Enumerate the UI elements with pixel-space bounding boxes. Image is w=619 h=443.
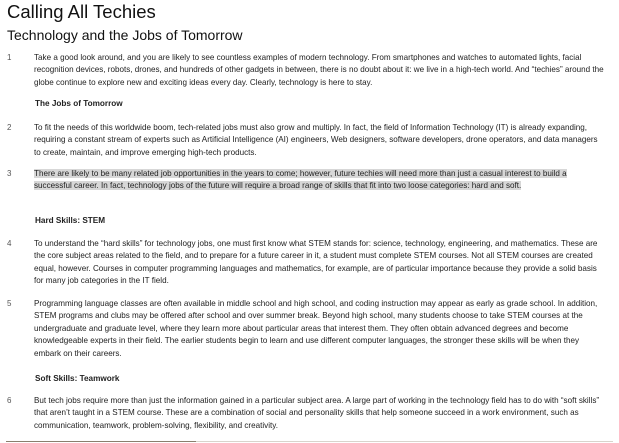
section-heading-hard-skills: Hard Skills: STEM <box>35 216 106 225</box>
progress-divider-light <box>196 441 613 442</box>
section-heading-jobs-of-tomorrow: The Jobs of Tomorrow <box>35 99 123 108</box>
paragraph-number: 3 <box>7 169 12 178</box>
paragraph-number: 1 <box>7 53 12 62</box>
page-title: Calling All Techies <box>7 1 156 22</box>
paragraph-number: 4 <box>7 239 12 248</box>
paragraph-text[interactable]: Programming language classes are often available in middle school and high school, and coding instruction may appear as early as grade school. In addition, STEM programs and clubs may be offered after school and over summer break. Beyond high school, many students choose to take STEM courses at the undergraduate and graduate level, where they learn more about particular areas that interest them. They often obtain advanced degrees and become knowledgeable experts in their field. The earlier students begin to learn and use different computer languages, the stronger these skills will be when they embark on their careers. <box>34 299 598 358</box>
paragraph-text[interactable]: To understand the “hard skills” for technology jobs, one must first know what STEM stands for: science, technology, engineering, and mathematics. These are the core subject areas related to the field, and to prepare for a future career in it, a student must complete STEM courses. Not all STEM courses are created equal, however. Courses in computer programming languages and mathematics, for example, are of particular importance because they provide a solid basis for many job categories in the IT field. <box>34 239 598 286</box>
paragraph-text[interactable]: To fit the needs of this worldwide boom, tech-related jobs must also grow and multiply. In fact, the field of Information Technology (IT) is already expanding, requiring a constant stream of experts such as Artificial Intelligence (AI) engineers, Web designers, software developers, drone operators, and data managers to create, maintain, and improve emerging high-tech products. <box>34 123 598 157</box>
paragraph-text[interactable]: Take a good look around, and you are likely to see countless examples of modern technology. From smartphones and watches to automated lights, facial recognition devices, robots, drones, and hundreds of other gadgets in between, there is no doubt about it: we live in a high-tech world. And “techies” around the globe continue to explore new and exciting ideas every day. Clearly, technology is here to stay. <box>34 53 604 87</box>
progress-divider-dark <box>6 441 196 442</box>
paragraph-text-highlighted[interactable] <box>34 168 606 193</box>
paragraph-number: 5 <box>7 299 12 308</box>
paragraph-number: 6 <box>7 396 12 405</box>
text-highlight[interactable]: There are likely to be many related job opportunities in the years to come; however, future techies will need more than just a casual interest to build a successful career. In fact, technology jobs of the future will require a broad range of skills that fit into two loose categories: hard and soft. <box>34 169 567 191</box>
paragraph-text[interactable]: But tech jobs require more than just the information gained in a particular subject area. A large part of working in the technology field has to do with “soft skills” that aren’t taught in a STEM course. These are a combination of social and personality skills that help someone succeed in a work environment, such as communication, teamwork, problem-solving, flexibility, and creativity. <box>34 396 600 430</box>
section-heading-soft-skills: Soft Skills: Teamwork <box>35 374 120 383</box>
paragraph-number: 2 <box>7 123 12 132</box>
page-subtitle: Technology and the Jobs of Tomorrow <box>7 27 243 43</box>
